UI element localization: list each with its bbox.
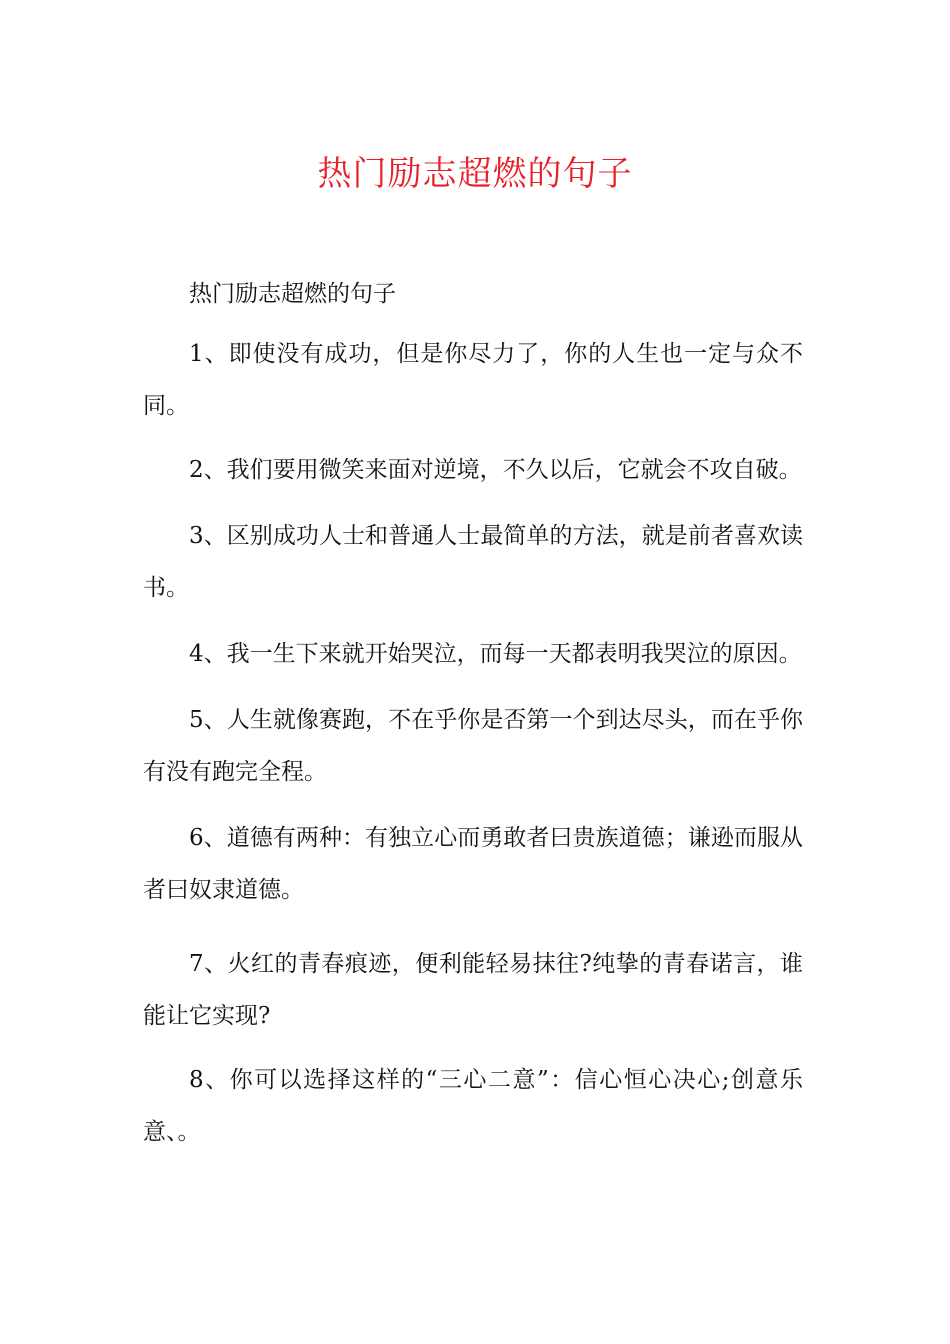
paragraph-8: 8、你可以选择这样的“三心二意”：信心恒心决心;创意乐意、。 xyxy=(143,1067,803,1145)
paragraph-6: 6、道德有两种：有独立心而勇敢者曰贵族道德；谦逊而服从者曰奴隶道德。 xyxy=(143,825,803,903)
paragraph-5: 5、人生就像赛跑，不在乎你是否第一个到达尽头，而在乎你有没有跑完全程。 xyxy=(143,707,803,785)
paragraph-3: 3、区别成功人士和普通人士最简单的方法，就是前者喜欢读书。 xyxy=(143,523,803,601)
paragraph-7: 7、火红的青春痕迹，便利能轻易抹往?纯挚的青春诺言，谁能让它实现? xyxy=(143,951,803,1029)
paragraph-4: 4、我一生下来就开始哭泣，而每一天都表明我哭泣的原因。 xyxy=(189,641,802,667)
document-title: 热门励志超燃的句子 xyxy=(317,154,633,194)
paragraph-2: 2、我们要用微笑来面对逆境，不久以后，它就会不攻自破。 xyxy=(189,457,802,483)
document-subtitle: 热门励志超燃的句子 xyxy=(189,281,396,307)
paragraph-1: 1、即使没有成功，但是你尽力了，你的人生也一定与众不同。 xyxy=(143,341,803,419)
